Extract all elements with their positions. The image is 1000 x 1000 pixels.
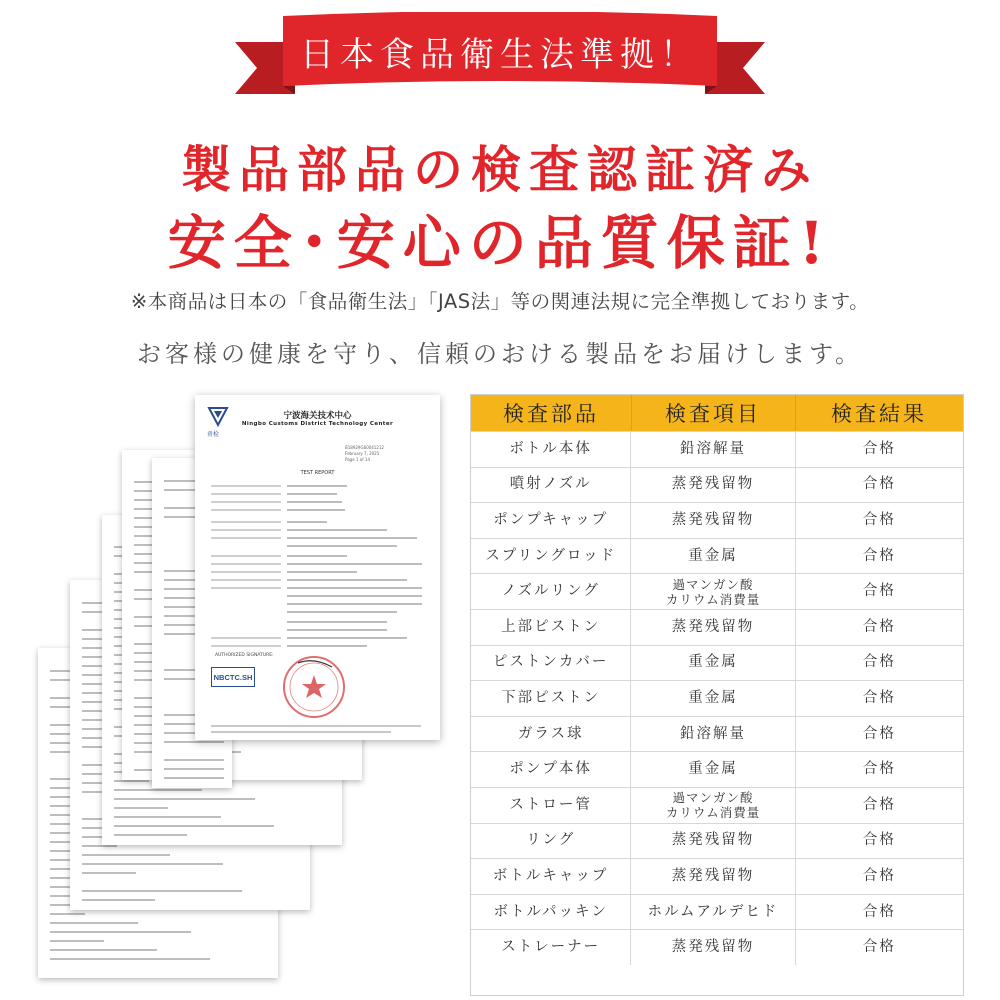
cell-part: 下部ピストン (471, 681, 631, 716)
cell-item: 鉛溶解量 (631, 432, 795, 467)
table-row (471, 680, 963, 716)
nbctc-badge: NBCTC.SH (211, 667, 255, 687)
cell-item: 蒸発残留物 (631, 503, 795, 538)
cell-result: 合格 (862, 440, 896, 457)
cell-item: 蒸発残留物 (631, 468, 795, 503)
cell-part: ストロー管 (471, 788, 631, 823)
cell-item: 重金属 (631, 681, 795, 716)
cell-item: 鉛溶解量 (631, 717, 795, 752)
logo-label: 甬检 (207, 431, 220, 438)
cell-part: ポンプ本体 (471, 752, 631, 787)
certificate-front-page (195, 395, 440, 740)
cell-item: 重金属 (631, 752, 795, 787)
certificate-stack (30, 390, 450, 990)
cell-part: スプリングロッド (471, 539, 631, 574)
table-row (471, 645, 963, 681)
header-item: 検査項目 (665, 402, 761, 426)
table-row (471, 609, 963, 645)
cell-part: ボトルキャップ (471, 859, 631, 894)
report-title: TEST REPORT (300, 470, 335, 476)
table-row (471, 929, 963, 965)
report-date: February 7, 2025 (345, 451, 380, 456)
compliance-banner (235, 12, 765, 112)
table-row (471, 502, 963, 538)
cell-result: 合格 (862, 867, 896, 884)
table-row (471, 751, 963, 787)
table-row (471, 467, 963, 503)
cell-item: 蒸発残留物 (631, 930, 795, 965)
cell-item: 過マンガン酸 カリウム消費量 (631, 574, 795, 609)
cell-item: 重金属 (631, 539, 795, 574)
cell-result: 合格 (862, 618, 896, 635)
cell-item: 過マンガン酸 カリウム消費量 (631, 788, 795, 823)
headline-line-2: 安全･安心の品質保証! (167, 209, 833, 277)
cell-item: 蒸発残留物 (631, 610, 795, 645)
cell-result: 合格 (862, 725, 896, 742)
cell-result: 合格 (862, 903, 896, 920)
cell-part: 上部ピストン (471, 610, 631, 645)
cell-result: 合格 (862, 511, 896, 528)
cell-part: ポンプキャップ (471, 503, 631, 538)
cell-part: ボトル本体 (471, 432, 631, 467)
cell-part: 噴射ノズル (471, 468, 631, 503)
center-name-en: Ningbo Customs District Technology Center (241, 421, 394, 427)
cell-item: 重金属 (631, 646, 795, 681)
subtext: お客様の健康を守り、信頼のおける製品をお届けします。 (136, 340, 864, 368)
cell-item: ホルムアルデヒド (631, 895, 795, 930)
cell-result: 合格 (862, 796, 896, 813)
signature-label: AUTHORIZED SIGNATURE: (215, 653, 274, 658)
cell-part: ボトルパッキン (471, 895, 631, 930)
table-header (471, 395, 963, 431)
cell-result: 合格 (862, 939, 896, 956)
cell-part: ストレーナー (471, 930, 631, 965)
table-row (471, 573, 963, 609)
center-name: 宁波海关技术中心 (283, 411, 352, 421)
table-row (471, 858, 963, 894)
cell-result: 合格 (862, 689, 896, 706)
cell-result: 合格 (862, 547, 896, 564)
table-row (471, 431, 963, 467)
table-row (471, 787, 963, 823)
table-body (471, 431, 963, 965)
header-result: 検査結果 (831, 402, 927, 426)
table-row (471, 823, 963, 859)
report-number: B18929G60041212 (345, 445, 384, 450)
cell-result: 合格 (862, 654, 896, 671)
cell-item: 蒸発残留物 (631, 859, 795, 894)
cell-item: 蒸発残留物 (631, 824, 795, 859)
compliance-note: ※本商品は日本の「食品衛生法」「JAS法」等の関連法規に完全準拠しております。 (130, 290, 870, 313)
cell-part: ノズルリング (471, 574, 631, 609)
banner-text: 日本食品衛生法準拠！ (300, 34, 700, 75)
official-seal-icon (280, 653, 348, 721)
cell-part: リング (471, 824, 631, 859)
headline-line-1: 製品部品の検査認証済み (181, 140, 819, 199)
table-row (471, 894, 963, 930)
table-row (471, 716, 963, 752)
cell-part: ガラス球 (471, 717, 631, 752)
inspection-table (470, 394, 964, 996)
cell-part: ピストンカバー (471, 646, 631, 681)
cell-result: 合格 (862, 832, 896, 849)
table-row (471, 538, 963, 574)
cell-result: 合格 (862, 476, 896, 493)
cell-result: 合格 (862, 583, 896, 600)
report-page: Page 1 of 14 (345, 457, 370, 462)
cell-result: 合格 (862, 761, 896, 778)
header-part: 検査部品 (503, 402, 599, 426)
